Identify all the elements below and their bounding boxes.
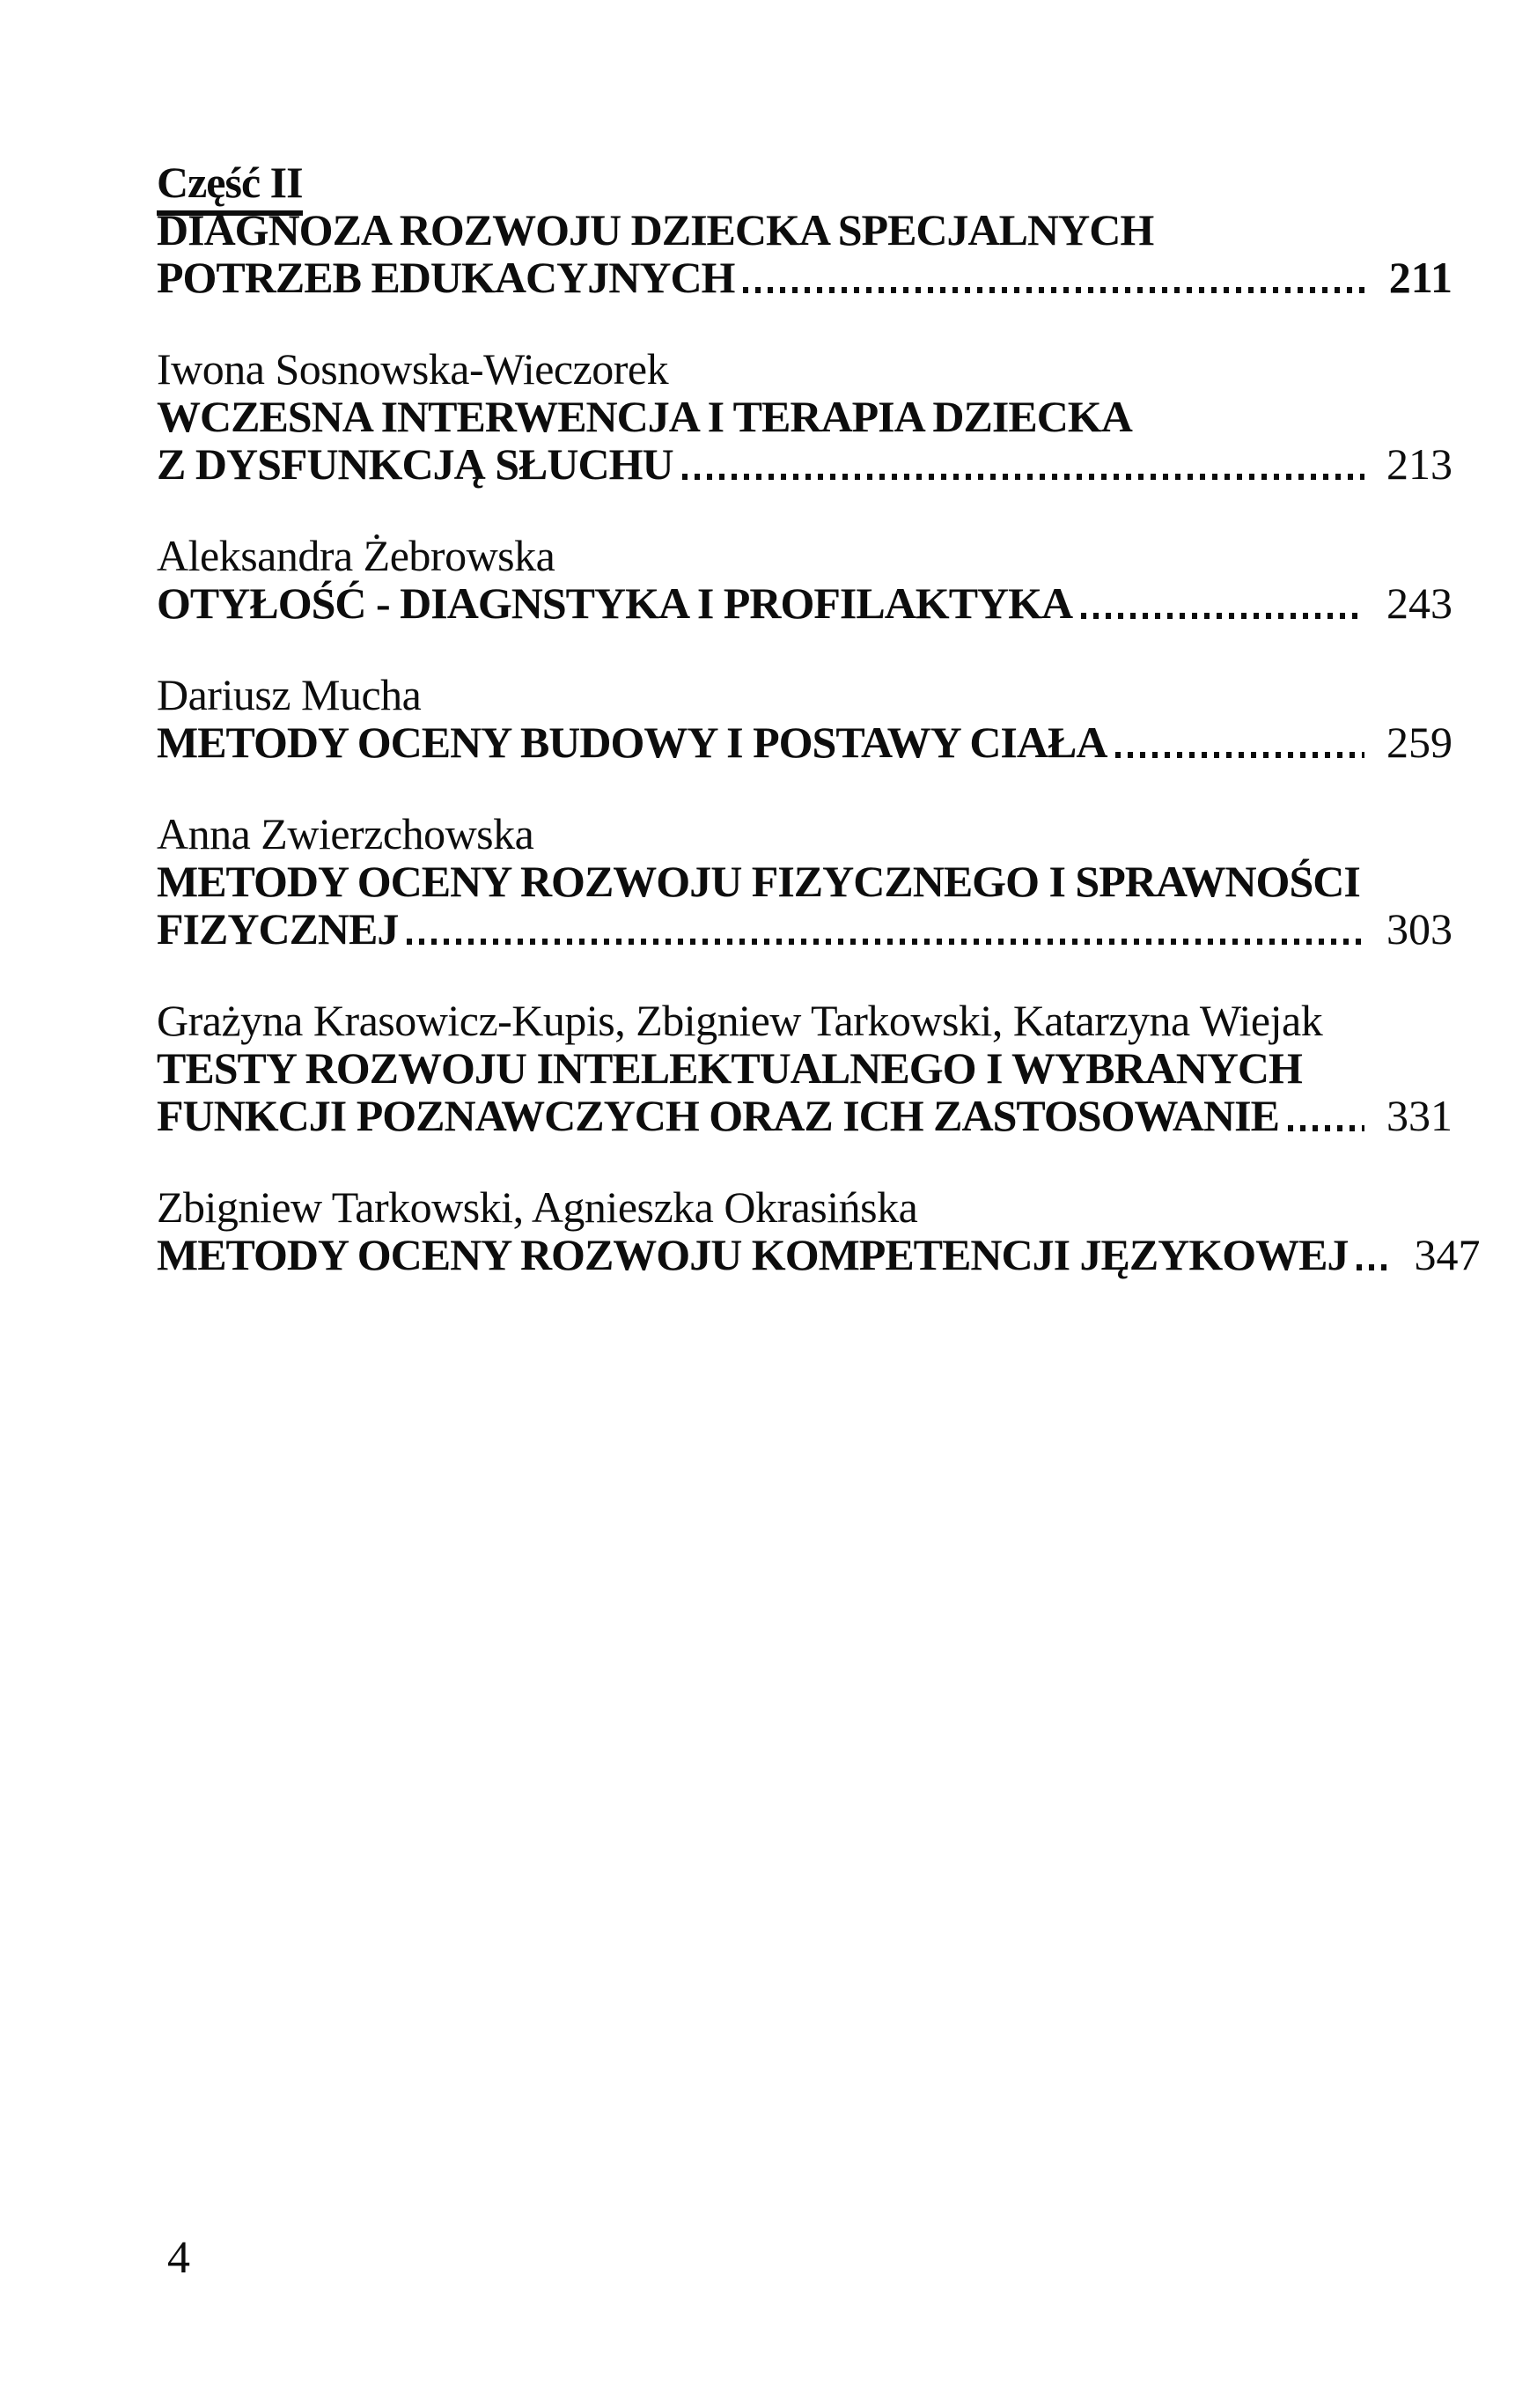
entry-title-row <box>157 1092 1452 1139</box>
entry-title-line: METODY OCENY ROZWOJU KOMPETENCJI JĘZYKOWEJ <box>157 1230 1349 1279</box>
entry-title-line: WCZESNA INTERWENCJA I TERAPIA DZIECKA <box>157 392 1132 441</box>
entry-title-row <box>157 905 1452 953</box>
part-title-line-2: POTRZEB EDUKACYJNYCH <box>157 253 735 302</box>
part-title-line-1: DIAGNOZA ROZWOJU DZIECKA SPECJALNYCH <box>157 205 1154 254</box>
part-page-number: 211 <box>1388 253 1452 302</box>
entry-authors: Aleksandra Żebrowska <box>157 531 555 580</box>
entry-page-number: 347 <box>1414 1230 1481 1279</box>
toc-entry <box>157 345 1452 488</box>
entry-page-number: 259 <box>1386 718 1452 767</box>
part-kicker: Część II <box>157 158 303 216</box>
toc-content <box>157 158 1481 1322</box>
dot-leader <box>743 287 1364 293</box>
entry-page-number: 331 <box>1386 1091 1452 1140</box>
entry-title-row <box>157 440 1452 488</box>
part-header-block <box>157 158 1452 301</box>
entry-authors: Anna Zwierzchowska <box>157 809 534 858</box>
entry-authors: Iwona Sosnowska-Wieczorek <box>157 344 669 394</box>
entry-title-line: Z DYSFUNKCJĄ SŁUCHU <box>157 439 673 489</box>
dot-leader <box>1288 1125 1364 1131</box>
toc-entry <box>157 532 1452 627</box>
entry-title-row <box>157 579 1452 627</box>
toc-entry <box>157 810 1452 953</box>
part-kicker-row <box>157 158 1452 206</box>
entry-title-line: TESTY ROZWOJU INTELEKTUALNEGO I WYBRANYCH <box>157 1043 1302 1093</box>
dot-leader <box>1357 1264 1392 1270</box>
entry-title-line: METODY OCENY ROZWOJU FIZYCZNEGO I SPRAWNOŚCI <box>157 857 1360 906</box>
toc-entry <box>157 997 1452 1139</box>
entry-title-line: OTYŁOŚĆ - DIAGNSTYKA I PROFILAKTYKA <box>157 578 1073 628</box>
dot-leader <box>1081 613 1364 619</box>
entry-title-row <box>157 718 1452 766</box>
part-title-row <box>157 254 1452 301</box>
dot-leader <box>1115 752 1364 758</box>
entry-authors: Grażyna Krasowicz-Kupis, Zbigniew Tarkowski, Katarzyna Wiejak <box>157 996 1323 1045</box>
entry-authors: Zbigniew Tarkowski, Agnieszka Okrasińska <box>157 1182 918 1232</box>
entry-page-number: 213 <box>1386 439 1452 489</box>
entry-title-row <box>157 1230 1481 1279</box>
dot-leader <box>682 474 1364 480</box>
entry-title-line: FIZYCZNEJ <box>157 904 399 954</box>
footer-page-number: 4 <box>167 2233 190 2283</box>
toc-entry <box>157 671 1452 766</box>
entry-page-number: 303 <box>1386 904 1452 954</box>
entry-title-line: FUNKCJI POZNAWCZYCH ORAZ ICH ZASTOSOWANIE <box>157 1091 1279 1140</box>
dot-leader <box>407 939 1364 945</box>
entry-title-line: METODY OCENY BUDOWY I POSTAWY CIAŁA <box>157 718 1107 767</box>
toc-entry <box>157 1182 1481 1279</box>
entry-page-number: 243 <box>1386 578 1452 628</box>
entry-authors: Dariusz Mucha <box>157 670 422 719</box>
